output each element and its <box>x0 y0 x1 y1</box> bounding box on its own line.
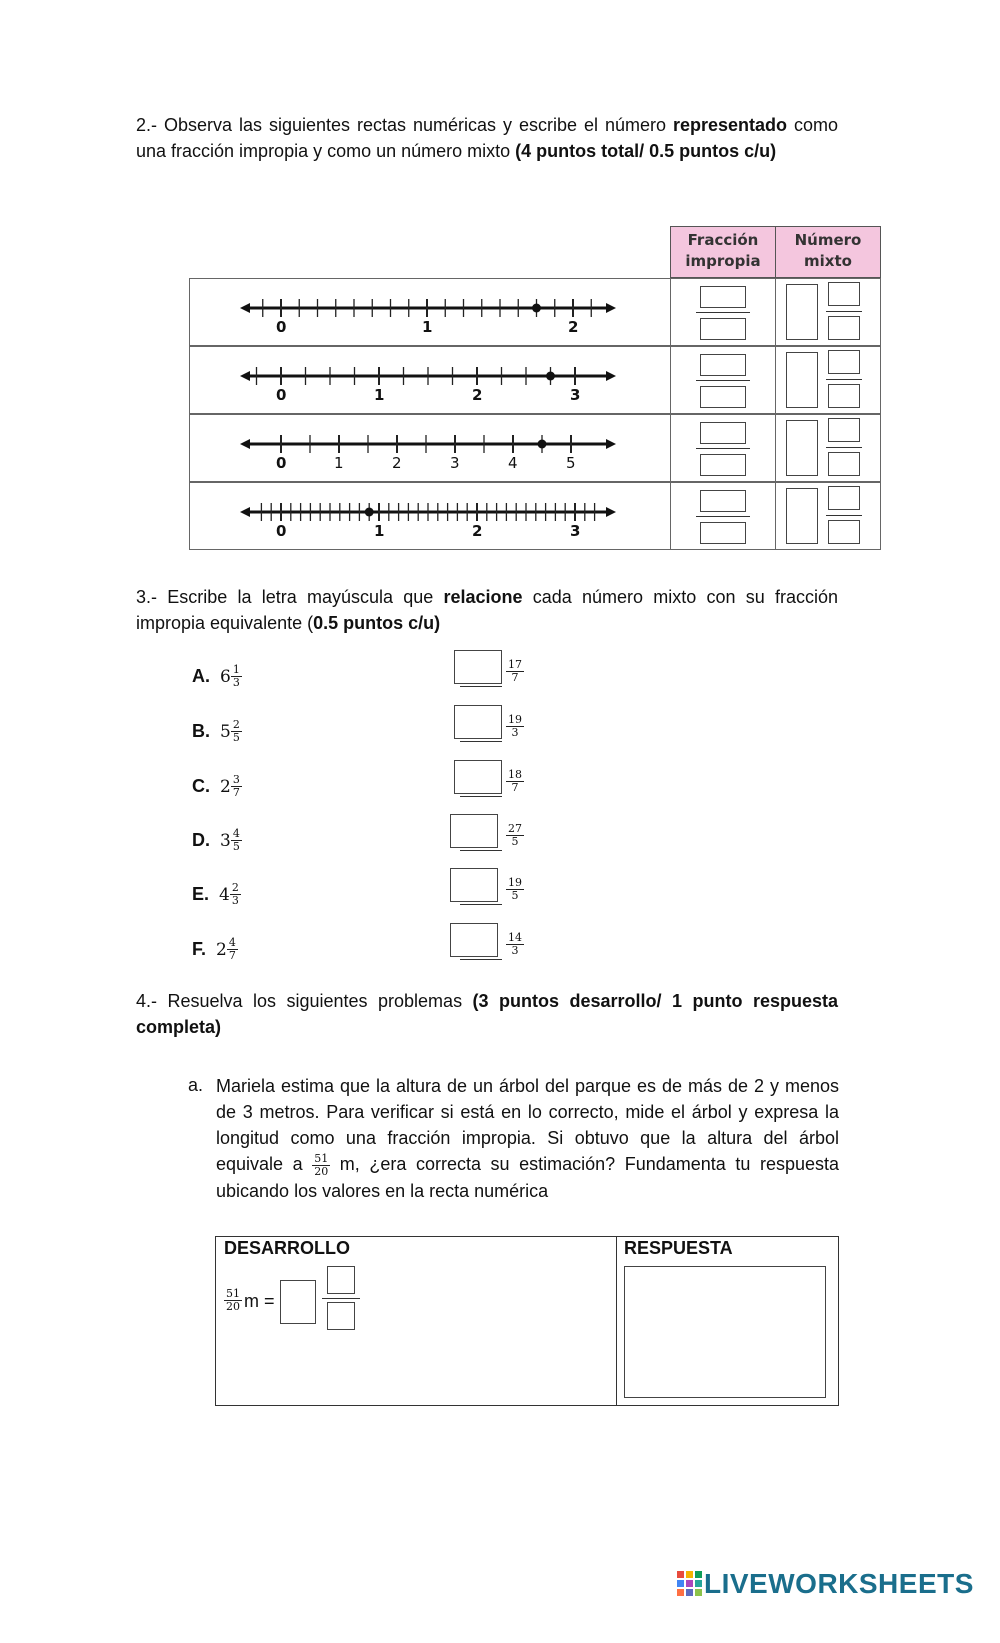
improper-fraction-item: $\frac{19}{5}$ <box>508 876 522 902</box>
mixed-number-item <box>192 882 241 907</box>
marked-point <box>532 304 541 313</box>
mixed-whole: 2 <box>216 939 227 960</box>
improper-fraction-bar <box>696 380 750 381</box>
improper-fraction-item: $\frac{18}{7}$ <box>508 768 522 794</box>
marked-point <box>365 508 374 517</box>
number-line <box>230 286 650 326</box>
respuesta-label: RESPUESTA <box>624 1238 733 1258</box>
equation-suffix: m = <box>244 1291 275 1311</box>
improper-fraction-item: $\frac{17}{7}$ <box>508 658 522 684</box>
problem-a-text: Mariela estima que la altura de un árbol del parque es de más de 2 y menos de 3 metros. Para verificar si está en lo correcto, mide el árbol y expresa la longitud como una fracción impropia. Si obtuvo que la altura del árbol equivale a $\frac{51}{20}$ m, ¿era correcta su estimación? Fundamenta tu respuesta ubicando los valores en la recta numérica <box>216 1076 839 1201</box>
mixed-denominator-input[interactable] <box>828 520 860 544</box>
number-line-label: 0 <box>276 318 287 336</box>
arrow-right-icon <box>606 371 616 381</box>
match-underline <box>460 686 502 687</box>
mixed-numerator-input[interactable] <box>828 418 860 442</box>
match-letter-input[interactable] <box>450 814 498 848</box>
mixed-whole: 4 <box>219 884 230 905</box>
mixed-whole: 6 <box>220 666 231 687</box>
number-line-label: 2 <box>472 522 483 540</box>
improper-fraction-bar <box>696 312 750 313</box>
mixed-whole: 3 <box>220 830 231 851</box>
arrow-right-icon <box>606 507 616 517</box>
mixed-fraction: $\frac{2}{5}$ <box>232 718 240 744</box>
problem-letter: a. <box>188 1075 204 1095</box>
mixed-fraction: $\frac{2}{3}$ <box>231 881 239 907</box>
mixed-whole-input[interactable] <box>786 488 818 544</box>
arrow-right-icon <box>606 303 616 313</box>
problem-fraction: $\frac{51}{20}$ <box>314 1151 329 1178</box>
answer-denominator-input[interactable] <box>327 1302 355 1330</box>
improper-fraction-item: $\frac{14}{3}$ <box>508 931 522 957</box>
logo-text: LIVEWORKSHEETS <box>704 1568 974 1599</box>
number-line-label: 0 <box>276 522 287 540</box>
mixed-denominator-input[interactable] <box>828 452 860 476</box>
improper-numerator-input[interactable] <box>700 490 746 512</box>
mixed-whole: 5 <box>220 721 231 742</box>
improper-denominator-input[interactable] <box>700 386 746 408</box>
mixed-number-item <box>192 719 242 744</box>
number-line-label: 2 <box>568 318 579 336</box>
match-letter-input[interactable] <box>454 760 502 794</box>
mixed-fraction-bar <box>826 447 862 448</box>
mixed-number-item <box>192 828 242 853</box>
improper-numerator-input[interactable] <box>700 286 746 308</box>
mixed-numerator-input[interactable] <box>828 486 860 510</box>
number-line <box>230 422 650 462</box>
item-letter: D. <box>192 830 210 850</box>
number-line <box>230 354 650 394</box>
number-line-label: 1 <box>374 386 385 404</box>
mixed-whole-input[interactable] <box>786 420 818 476</box>
answer-table-divider <box>616 1236 617 1406</box>
item-letter: C. <box>192 776 210 796</box>
improper-fraction-bar <box>696 516 750 517</box>
item-letter: E. <box>192 884 210 904</box>
arrow-left-icon <box>240 303 250 313</box>
match-underline <box>460 741 502 742</box>
mixed-whole-input[interactable] <box>786 352 818 408</box>
match-underline <box>460 959 502 960</box>
number-line <box>230 490 650 530</box>
q4-instructions: 4.- Resuelva los siguientes problemas (3 puntos desarrollo/ 1 punto respuesta completa) <box>136 991 838 1037</box>
number-line-label: 1 <box>374 522 385 540</box>
mixed-fraction-bar <box>826 379 862 380</box>
improper-numerator-input[interactable] <box>700 354 746 376</box>
mixed-denominator-input[interactable] <box>828 384 860 408</box>
improper-fraction-bar <box>696 448 750 449</box>
number-line-label: 1 <box>334 454 344 472</box>
desarrollo-label: DESARROLLO <box>224 1238 350 1258</box>
improper-fraction-item: $\frac{27}{5}$ <box>508 822 522 848</box>
number-line-label: 0 <box>276 454 287 472</box>
arrow-right-icon <box>606 439 616 449</box>
number-line-label: 1 <box>422 318 433 336</box>
marked-point <box>546 372 555 381</box>
match-letter-input[interactable] <box>454 650 502 684</box>
improper-denominator-input[interactable] <box>700 318 746 340</box>
improper-denominator-input[interactable] <box>700 522 746 544</box>
mixed-number-item <box>192 664 242 689</box>
mixed-fraction: $\frac{4}{5}$ <box>232 827 240 853</box>
number-line-label: 3 <box>570 386 581 404</box>
mixed-number-item <box>192 774 242 799</box>
number-line-label: 5 <box>566 454 576 472</box>
respuesta-input[interactable] <box>624 1266 826 1398</box>
answer-numerator-input[interactable] <box>327 1266 355 1294</box>
item-letter: B. <box>192 721 210 741</box>
arrow-left-icon <box>240 507 250 517</box>
mixed-numerator-input[interactable] <box>828 350 860 374</box>
q3-instructions: 3.- Escribe la letra mayúscula que relacione cada número mixto con su fracción impropia equivalente (0.5 puntos c/u) <box>136 587 838 633</box>
arrow-left-icon <box>240 439 250 449</box>
match-underline <box>460 850 502 851</box>
mixed-fraction-bar <box>826 515 862 516</box>
match-underline <box>460 904 502 905</box>
mixed-fraction: $\frac{1}{3}$ <box>232 663 240 689</box>
mixed-whole: 2 <box>220 776 231 797</box>
column-header-mixed-number: Número mixto <box>775 226 881 278</box>
improper-numerator-input[interactable] <box>700 422 746 444</box>
arrow-left-icon <box>240 371 250 381</box>
answer-fraction-bar <box>322 1298 360 1299</box>
marked-point <box>538 440 547 449</box>
mixed-numerator-input[interactable] <box>828 282 860 306</box>
number-line-label: 2 <box>472 386 483 404</box>
mixed-fraction: $\frac{4}{7}$ <box>228 936 236 962</box>
equation-fraction: $\frac{51}{20}$ <box>226 1287 240 1313</box>
mixed-whole-input[interactable] <box>786 284 818 340</box>
number-line-label: 3 <box>450 454 460 472</box>
improper-denominator-input[interactable] <box>700 454 746 476</box>
liveworksheets-logo <box>676 1568 974 1600</box>
mixed-denominator-input[interactable] <box>828 316 860 340</box>
item-letter: F. <box>192 939 207 959</box>
item-letter: A. <box>192 666 210 686</box>
number-line-label: 4 <box>508 454 518 472</box>
number-line-label: 0 <box>276 386 287 404</box>
mixed-fraction-bar <box>826 311 862 312</box>
mixed-fraction: $\frac{3}{7}$ <box>232 773 240 799</box>
improper-fraction-item: $\frac{19}{3}$ <box>508 713 522 739</box>
logo-icon <box>676 1570 704 1598</box>
column-header-improper-fraction: Fracción impropia <box>670 226 776 278</box>
match-letter-input[interactable] <box>454 705 502 739</box>
match-underline <box>460 796 502 797</box>
match-letter-input[interactable] <box>450 923 498 957</box>
match-letter-input[interactable] <box>450 868 498 902</box>
answer-whole-input[interactable] <box>280 1280 316 1324</box>
q2-instructions: 2.- Observa las siguientes rectas numéricas y escribe el número representado como una fracción impropia y como un número mixto (4 puntos total/ 0.5 puntos c/u) <box>136 115 838 161</box>
number-line-label: 2 <box>392 454 402 472</box>
mixed-number-item <box>192 937 238 962</box>
number-line-label: 3 <box>570 522 581 540</box>
